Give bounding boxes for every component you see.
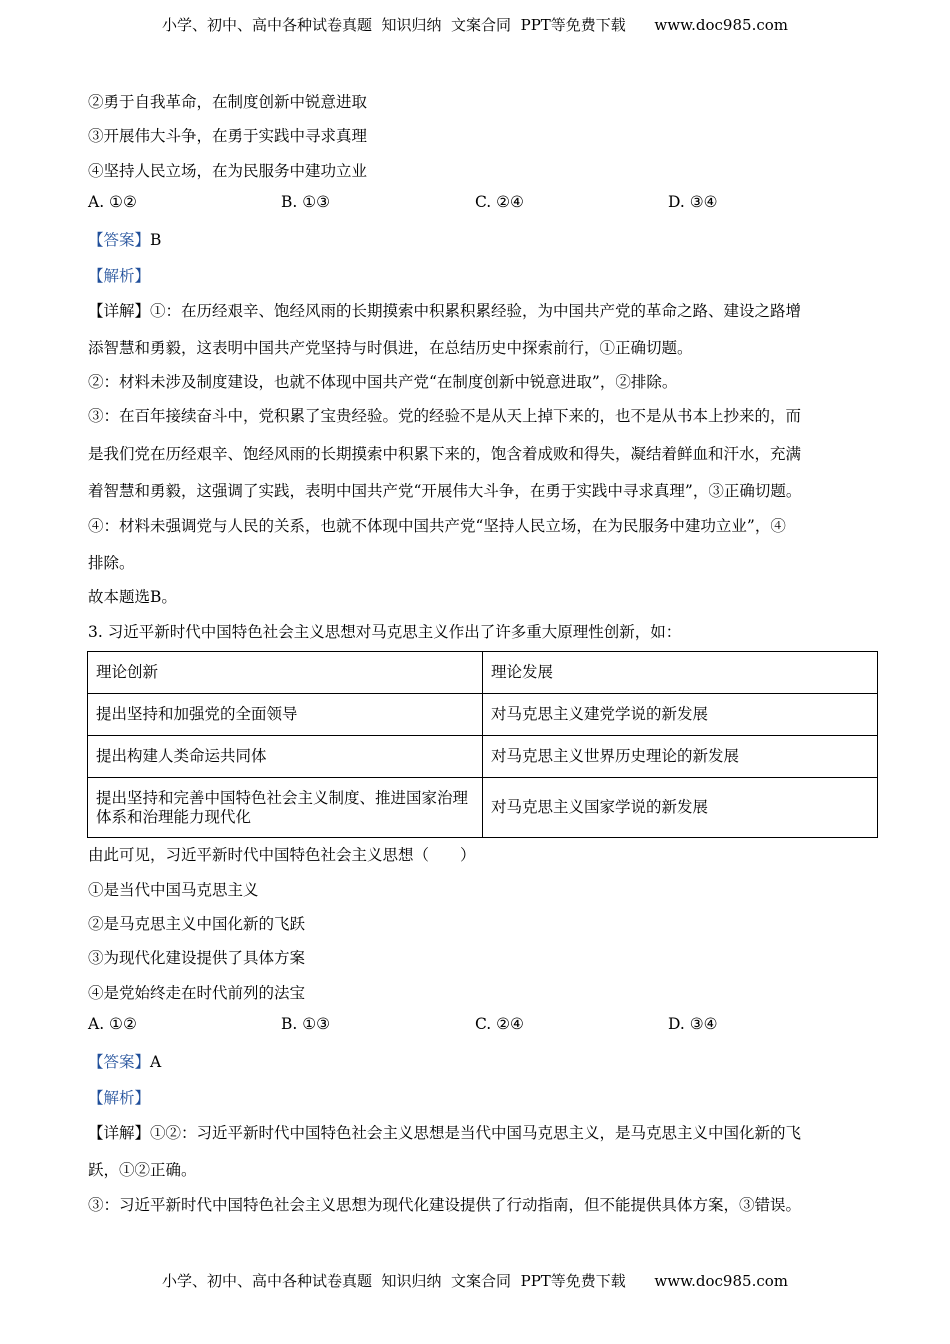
q3-detail-line-1: 【详解】①②：习近平新时代中国特色社会主义思想是当代中国马克思主义，是马克思主义中国化新的飞 [88,1124,802,1142]
table-cell: 对马克思主义建党学说的新发展 [483,694,878,736]
q2-item-3: ③开展伟大斗争，在勇于实践中寻求真理 [88,127,368,145]
q3-item-4: ④是党始终走在时代前列的法宝 [88,984,306,1002]
q3-option-c: C. ②④ [475,1015,524,1033]
q2-detail-tag: 【详解】 [88,302,151,320]
q3-option-a: A. ①② [88,1015,137,1033]
q3-stem: 3. 习近平新时代中国特色社会主义思想对马克思主义作出了许多重大原理性创新，如： [88,623,682,641]
q2-answer: B [150,231,162,249]
q2-detail-line-1: 【详解】①：在历经艰辛、饱经风雨的长期摸索中积累积累经验，为中国共产党的革命之路、建设之路增 [88,302,802,320]
table-header-cell: 理论创新 [88,652,483,694]
q3-detail-line-3: ③：习近平新时代中国特色社会主义思想为现代化建设提供了行动指南，但不能提供具体方案，③错误。 [88,1196,802,1214]
q2-option-d: D. ③④ [668,193,718,211]
q3-answer: A [150,1053,162,1071]
q3-answer-line [88,1050,161,1072]
q2-answer-line [88,228,161,250]
q3-table [87,651,878,838]
q2-detail-line-6: 着智慧和勇毅，这强调了实践，表明中国共产党“开展伟大斗争，在勇于实践中寻求真理”，③正确切题。 [88,482,802,500]
page-footer: 小学、初中、高中各种试卷真题 知识归纳 文案合同 PPT等免费下载 www.doc985.com [161,1272,788,1290]
q2-detail-line-7: ④：材料未强调党与人民的关系，也就不体现中国共产党“坚持人民立场，在为民服务中建功立业”，④ [88,517,786,535]
q2-item-4: ④坚持人民立场，在为民服务中建功立业 [88,162,368,180]
q2-detail-line-3: ②：材料未涉及制度建设，也就不体现中国共产党“在制度创新中锐意进取”，②排除。 [88,373,678,391]
table-cell: 提出坚持和完善中国特色社会主义制度、推进国家治理体系和治理能力现代化 [88,778,483,838]
q3-item-3: ③为现代化建设提供了具体方案 [88,949,306,967]
table-cell: 对马克思主义国家学说的新发展 [483,778,878,838]
q2-option-b: B. ①③ [281,193,331,211]
q3-analysis-tag: 【解析】 [88,1089,151,1107]
q2-detail-line-2: 添智慧和勇毅，这表明中国共产党坚持与时俱进，在总结历史中探索前行，①正确切题。 [88,339,693,357]
q3-question: 由此可见，习近平新时代中国特色社会主义思想（ ） [88,846,476,864]
q3-detail-line-2: 跃，①②正确。 [88,1161,197,1179]
q2-detail-line-8: 排除。 [88,554,135,572]
table-cell: 对马克思主义世界历史理论的新发展 [483,736,878,778]
table-row [88,736,878,778]
table-cell: 提出坚持和加强党的全面领导 [88,694,483,736]
q2-conclusion: 故本题选B。 [88,588,177,606]
table-row [88,778,878,838]
table-row [88,694,878,736]
q2-answer-tag: 【答案】 [88,231,151,249]
page-header: 小学、初中、高中各种试卷真题 知识归纳 文案合同 PPT等免费下载 www.doc985.com [161,16,788,34]
q2-analysis-tag: 【解析】 [88,267,151,285]
q3-item-2: ②是马克思主义中国化新的飞跃 [88,915,306,933]
q2-option-c: C. ②④ [475,193,524,211]
q3-option-b: B. ①③ [281,1015,331,1033]
q2-detail-line-4: ③：在百年接续奋斗中，党积累了宝贵经验。党的经验不是从天上掉下来的，也不是从书本上抄来的，而 [88,407,802,425]
q2-item-2: ②勇于自我革命，在制度创新中锐意进取 [88,93,368,111]
q3-item-1: ①是当代中国马克思主义 [88,881,259,899]
q3-detail-tag: 【详解】 [88,1124,151,1142]
q2-detail-line-5: 是我们党在历经艰辛、饱经风雨的长期摸索中积累下来的，饱含着成败和得失，凝结着鲜血和汗水，充满 [88,445,802,463]
table-header-cell: 理论发展 [483,652,878,694]
table-cell: 提出构建人类命运共同体 [88,736,483,778]
table-header-row [88,652,878,694]
q3-option-d: D. ③④ [668,1015,718,1033]
q3-answer-tag: 【答案】 [88,1053,151,1071]
q2-option-a: A. ①② [88,193,137,211]
